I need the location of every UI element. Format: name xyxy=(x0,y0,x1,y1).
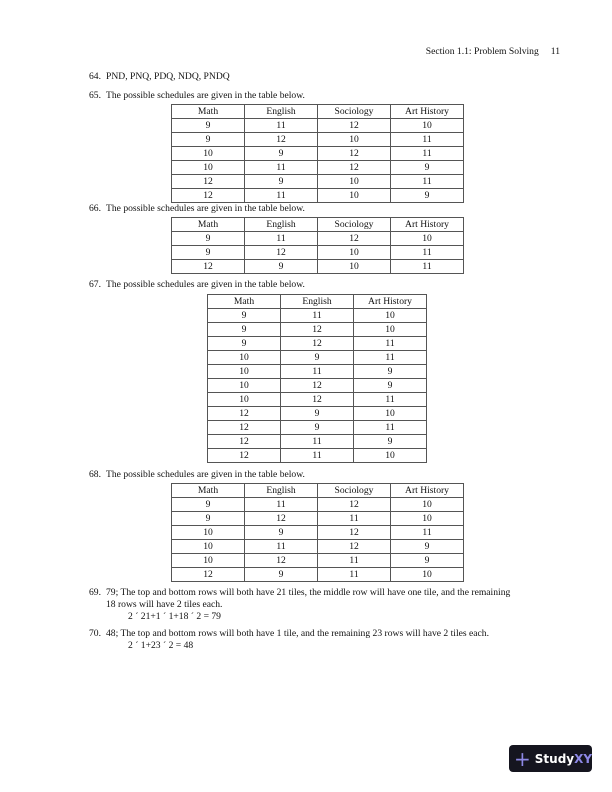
table-cell: 11 xyxy=(391,260,464,274)
table-cell: 11 xyxy=(245,161,318,175)
table-cell: 11 xyxy=(391,133,464,147)
table-cell: 9 xyxy=(208,309,281,323)
problem-text: 48; The top and bottom rows will both have 1 tile, and the remaining 23 rows will have 2 tiles each. xyxy=(106,628,489,639)
table-cell: 12 xyxy=(245,246,318,260)
column-header: Art History xyxy=(391,484,464,498)
table-cell: 10 xyxy=(172,161,245,175)
problem-number: 68. xyxy=(89,469,101,480)
table-cell: 12 xyxy=(281,393,354,407)
column-header: Sociology xyxy=(318,484,391,498)
table-row xyxy=(172,232,464,246)
table-row xyxy=(172,554,464,568)
problem-number: 64. xyxy=(89,71,101,82)
column-header: English xyxy=(281,295,354,309)
problem-text: The possible schedules are given in the table below. xyxy=(106,90,305,101)
table-cell: 9 xyxy=(172,498,245,512)
table-cell: 10 xyxy=(354,309,427,323)
table-cell: 11 xyxy=(318,554,391,568)
table-cell: 10 xyxy=(391,232,464,246)
table-row xyxy=(208,309,427,323)
table-cell: 11 xyxy=(245,540,318,554)
table-cell: 10 xyxy=(318,133,391,147)
schedule-table-66 xyxy=(171,217,464,274)
table-row xyxy=(172,260,464,274)
problem-67 xyxy=(89,279,305,290)
table-cell: 9 xyxy=(281,351,354,365)
table-cell: 12 xyxy=(318,147,391,161)
column-header: Art History xyxy=(391,218,464,232)
table-row xyxy=(172,133,464,147)
problem-number: 70. xyxy=(89,628,101,639)
table-cell: 10 xyxy=(318,246,391,260)
table-cell: 12 xyxy=(318,161,391,175)
table-cell: 9 xyxy=(208,323,281,337)
table-cell: 11 xyxy=(391,147,464,161)
table-row xyxy=(172,119,464,133)
table-cell: 11 xyxy=(281,449,354,463)
table-cell: 9 xyxy=(391,161,464,175)
table-row xyxy=(172,246,464,260)
table-row xyxy=(208,449,427,463)
table-cell: 12 xyxy=(172,175,245,189)
table-cell: 10 xyxy=(208,393,281,407)
problem-number: 69. xyxy=(89,587,101,598)
table-cell: 9 xyxy=(391,554,464,568)
problem-66 xyxy=(89,203,305,214)
schedule-table-65 xyxy=(171,104,464,203)
table-cell: 9 xyxy=(281,407,354,421)
studyxy-logo xyxy=(509,745,592,772)
table-row xyxy=(172,498,464,512)
table-cell: 11 xyxy=(354,337,427,351)
problem-69 xyxy=(89,587,510,598)
table-cell: 9 xyxy=(172,246,245,260)
table-cell: 12 xyxy=(245,133,318,147)
column-header: English xyxy=(245,484,318,498)
table-row xyxy=(208,323,427,337)
table-cell: 10 xyxy=(208,379,281,393)
table-header-row xyxy=(172,484,464,498)
problem-65 xyxy=(89,90,305,101)
table-cell: 9 xyxy=(354,379,427,393)
schedule-table-68 xyxy=(171,483,464,582)
table-cell: 10 xyxy=(172,554,245,568)
table-cell: 12 xyxy=(172,568,245,582)
table-cell: 9 xyxy=(354,365,427,379)
table-cell: 12 xyxy=(281,323,354,337)
table-row xyxy=(172,189,464,203)
table-cell: 12 xyxy=(208,407,281,421)
table-cell: 10 xyxy=(318,175,391,189)
page-number: 11 xyxy=(550,46,560,57)
table-cell: 10 xyxy=(354,323,427,337)
table-cell: 12 xyxy=(172,189,245,203)
table-cell: 11 xyxy=(354,393,427,407)
table-header-row xyxy=(172,105,464,119)
table-cell: 12 xyxy=(172,260,245,274)
problem-number: 66. xyxy=(89,203,101,214)
table-cell: 9 xyxy=(245,147,318,161)
column-header: Math xyxy=(172,105,245,119)
table-cell: 10 xyxy=(172,540,245,554)
table-cell: 12 xyxy=(281,337,354,351)
table-cell: 10 xyxy=(391,568,464,582)
table-cell: 9 xyxy=(245,260,318,274)
table-cell: 11 xyxy=(391,246,464,260)
column-header: Sociology xyxy=(318,218,391,232)
table-cell: 10 xyxy=(318,260,391,274)
table-cell: 10 xyxy=(354,407,427,421)
table-cell: 9 xyxy=(245,568,318,582)
table-row xyxy=(208,393,427,407)
table-cell: 10 xyxy=(172,147,245,161)
plus-icon: + xyxy=(514,746,531,771)
table-cell: 11 xyxy=(245,498,318,512)
section-title: Section 1.1: Problem Solving xyxy=(425,46,539,57)
running-header xyxy=(426,46,560,57)
table-cell: 12 xyxy=(318,498,391,512)
problem-70-equation: 2 ´ 1+23 ´ 2 = 48 xyxy=(128,640,194,651)
table-cell: 11 xyxy=(318,568,391,582)
table-cell: 9 xyxy=(245,526,318,540)
table-cell: 11 xyxy=(318,512,391,526)
problem-69-continued: 18 rows will have 2 tiles each. xyxy=(106,599,223,610)
table-cell: 11 xyxy=(354,351,427,365)
table-cell: 12 xyxy=(281,379,354,393)
column-header: English xyxy=(245,105,318,119)
table-cell: 11 xyxy=(391,175,464,189)
table-cell: 10 xyxy=(391,498,464,512)
table-cell: 12 xyxy=(245,512,318,526)
table-cell: 9 xyxy=(281,421,354,435)
table-cell: 9 xyxy=(245,175,318,189)
table-cell: 12 xyxy=(318,232,391,246)
table-cell: 9 xyxy=(391,540,464,554)
table-cell: 9 xyxy=(208,337,281,351)
table-cell: 9 xyxy=(172,232,245,246)
table-cell: 12 xyxy=(208,421,281,435)
table-cell: 11 xyxy=(245,232,318,246)
table-row xyxy=(208,337,427,351)
table-row xyxy=(208,407,427,421)
table-cell: 11 xyxy=(245,119,318,133)
table-row xyxy=(208,379,427,393)
table-row xyxy=(208,365,427,379)
table-cell: 12 xyxy=(245,554,318,568)
schedule-table-67 xyxy=(207,294,427,463)
table-cell: 10 xyxy=(391,512,464,526)
table-cell: 11 xyxy=(391,526,464,540)
table-row xyxy=(172,147,464,161)
problem-text: 79; The top and bottom rows will both have 21 tiles, the middle row will have one tile, and the remaining xyxy=(106,587,511,598)
table-cell: 10 xyxy=(391,119,464,133)
table-cell: 12 xyxy=(208,435,281,449)
column-header: Math xyxy=(172,218,245,232)
table-cell: 10 xyxy=(172,526,245,540)
table-cell: 12 xyxy=(318,540,391,554)
table-cell: 11 xyxy=(281,309,354,323)
table-header-row xyxy=(208,295,427,309)
problem-text: The possible schedules are given in the table below. xyxy=(106,203,305,214)
table-cell: 9 xyxy=(172,119,245,133)
table-row xyxy=(208,421,427,435)
table-row xyxy=(172,540,464,554)
table-row xyxy=(208,351,427,365)
column-header: Sociology xyxy=(318,105,391,119)
table-cell: 10 xyxy=(354,449,427,463)
problem-number: 65. xyxy=(89,90,101,101)
problem-64 xyxy=(89,71,230,82)
column-header: Art History xyxy=(391,105,464,119)
column-header: English xyxy=(245,218,318,232)
table-cell: 11 xyxy=(281,435,354,449)
table-cell: 10 xyxy=(208,351,281,365)
problem-68 xyxy=(89,469,305,480)
table-header-row xyxy=(172,218,464,232)
table-cell: 10 xyxy=(318,189,391,203)
table-cell: 9 xyxy=(172,512,245,526)
problem-70 xyxy=(89,628,489,639)
column-header: Art History xyxy=(354,295,427,309)
problem-text: PND, PNQ, PDQ, NDQ, PNDQ xyxy=(106,71,230,82)
table-cell: 12 xyxy=(318,526,391,540)
problem-number: 67. xyxy=(89,279,101,290)
table-cell: 11 xyxy=(245,189,318,203)
table-cell: 12 xyxy=(208,449,281,463)
table-row xyxy=(172,161,464,175)
table-cell: 9 xyxy=(391,189,464,203)
table-row xyxy=(172,512,464,526)
column-header: Math xyxy=(208,295,281,309)
table-cell: 9 xyxy=(172,133,245,147)
table-cell: 9 xyxy=(354,435,427,449)
table-cell: 11 xyxy=(281,365,354,379)
column-header: Math xyxy=(172,484,245,498)
problem-69-equation: 2 ´ 21+1 ´ 1+18 ´ 2 = 79 xyxy=(128,611,221,622)
table-cell: 10 xyxy=(208,365,281,379)
problem-text: The possible schedules are given in the table below. xyxy=(106,469,305,480)
table-cell: 12 xyxy=(318,119,391,133)
table-cell: 11 xyxy=(354,421,427,435)
table-row xyxy=(172,568,464,582)
logo-brand-accent: XY xyxy=(574,751,593,766)
logo-brand: Study xyxy=(534,751,575,766)
table-row xyxy=(172,175,464,189)
problem-text: The possible schedules are given in the table below. xyxy=(106,279,305,290)
table-row xyxy=(208,435,427,449)
table-row xyxy=(172,526,464,540)
